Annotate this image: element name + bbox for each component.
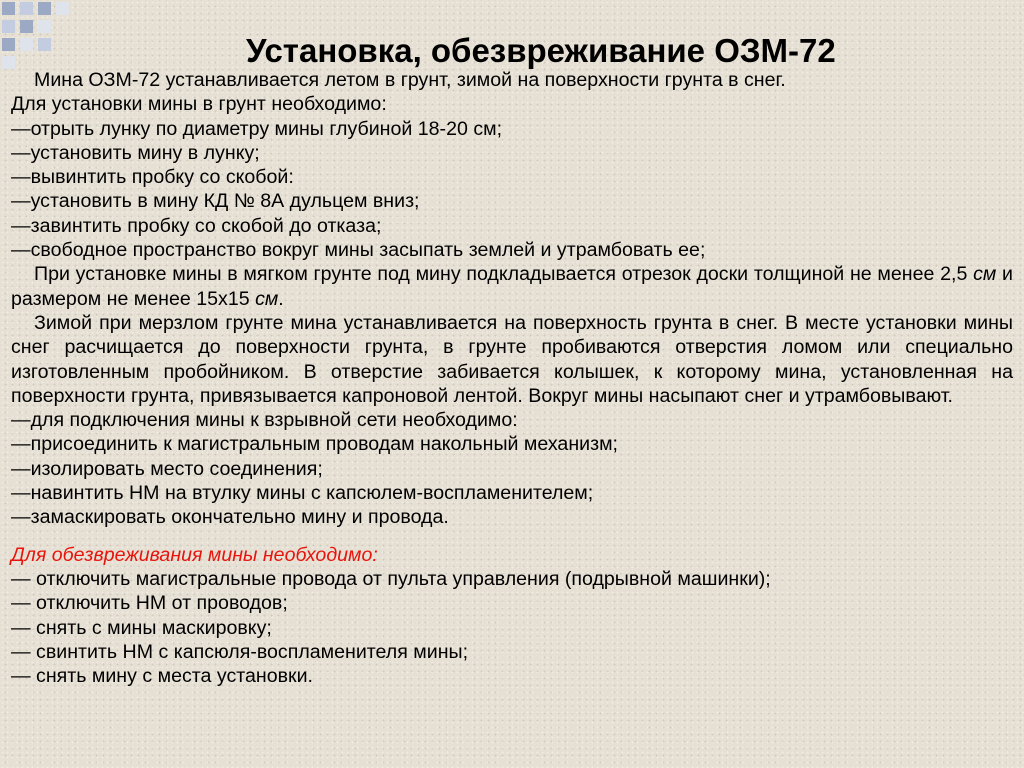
winter-paragraph: Зимой при мерзлом грунте мина устанавливается на поверхность грунта в снег. В месте установки мины снег расчищается до поверхности грунта, в грунте пробиваются отверстия ломом или специально изготовленным пробойником. В отверстие забивается колышек, к которому мина, установленная на поверхности грунта, привязывается капроновой лентой. Вокруг мины насыпают снег и утрамбовывают.	[11, 311, 1013, 407]
soft-ground-text: и размером не менее 15х15	[11, 263, 1014, 310]
deco-square	[20, 38, 33, 51]
install-lead: Для установки мины в грунт необходимо:	[11, 93, 387, 116]
defuse-step: — снять с мины маскировку;	[11, 616, 272, 639]
defuse-step: — свинтить НМ с капсюля-воспламенителя мины;	[11, 640, 469, 663]
intro-paragraph: Мина ОЗМ-72 устанавливается летом в грунт, зимой на поверхности грунта в снег.	[34, 69, 786, 91]
unit-cm: см	[255, 287, 279, 310]
connect-step: —замаскировать окончательно мину и провода.	[11, 506, 449, 529]
install-step: —вывинтить пробку со скобой:	[11, 166, 294, 189]
defuse-step: — отключить магистральные провода от пульта управления (подрывной машинки);	[11, 567, 771, 590]
deco-square	[20, 2, 33, 15]
slide-title: Установка, обезвреживание ОЗМ-72	[246, 32, 836, 70]
defuse-step: — снять мину с места установки.	[11, 665, 313, 688]
install-step: —отрыть лунку по диаметру мины глубиной 18-20 см;	[11, 117, 503, 140]
unit-cm: см	[973, 263, 997, 286]
connect-step: —для подключения мины к взрывной сети необходимо:	[11, 409, 518, 432]
soft-ground-text: При установке мины в мягком грунте под мину подкладывается отрезок доски толщиной не менее 2,5	[34, 263, 974, 286]
defuse-heading: Для обезвреживания мины необходимо:	[11, 543, 378, 566]
connect-step: —навинтить НМ на втулку мины с капсюлем-воспламенителем;	[11, 482, 594, 505]
slide-body	[11, 68, 1013, 688]
install-step: —завинтить пробку со скобой до отказа;	[11, 214, 382, 237]
deco-square	[2, 20, 15, 33]
deco-square	[38, 38, 51, 51]
install-step: —свободное пространство вокруг мины засыпать землей и утрамбовать ее;	[11, 239, 706, 262]
connect-step: —присоединить к магистральным проводам накольный механизм;	[11, 433, 618, 456]
deco-square	[38, 20, 51, 33]
defuse-step: — отключить НМ от проводов;	[11, 592, 288, 615]
deco-square	[2, 38, 15, 51]
soft-ground-text: .	[278, 287, 284, 310]
install-step: —установить мину в лунку;	[11, 141, 260, 164]
deco-square	[38, 2, 51, 15]
deco-square	[2, 2, 15, 15]
connect-step: —изолировать место соединения;	[11, 457, 323, 480]
install-step: —установить в мину КД № 8А дульцем вниз;	[11, 190, 420, 213]
corner-decoration	[0, 0, 80, 70]
soft-ground-paragraph	[11, 262, 1013, 311]
deco-square	[56, 2, 69, 15]
deco-square	[20, 20, 33, 33]
